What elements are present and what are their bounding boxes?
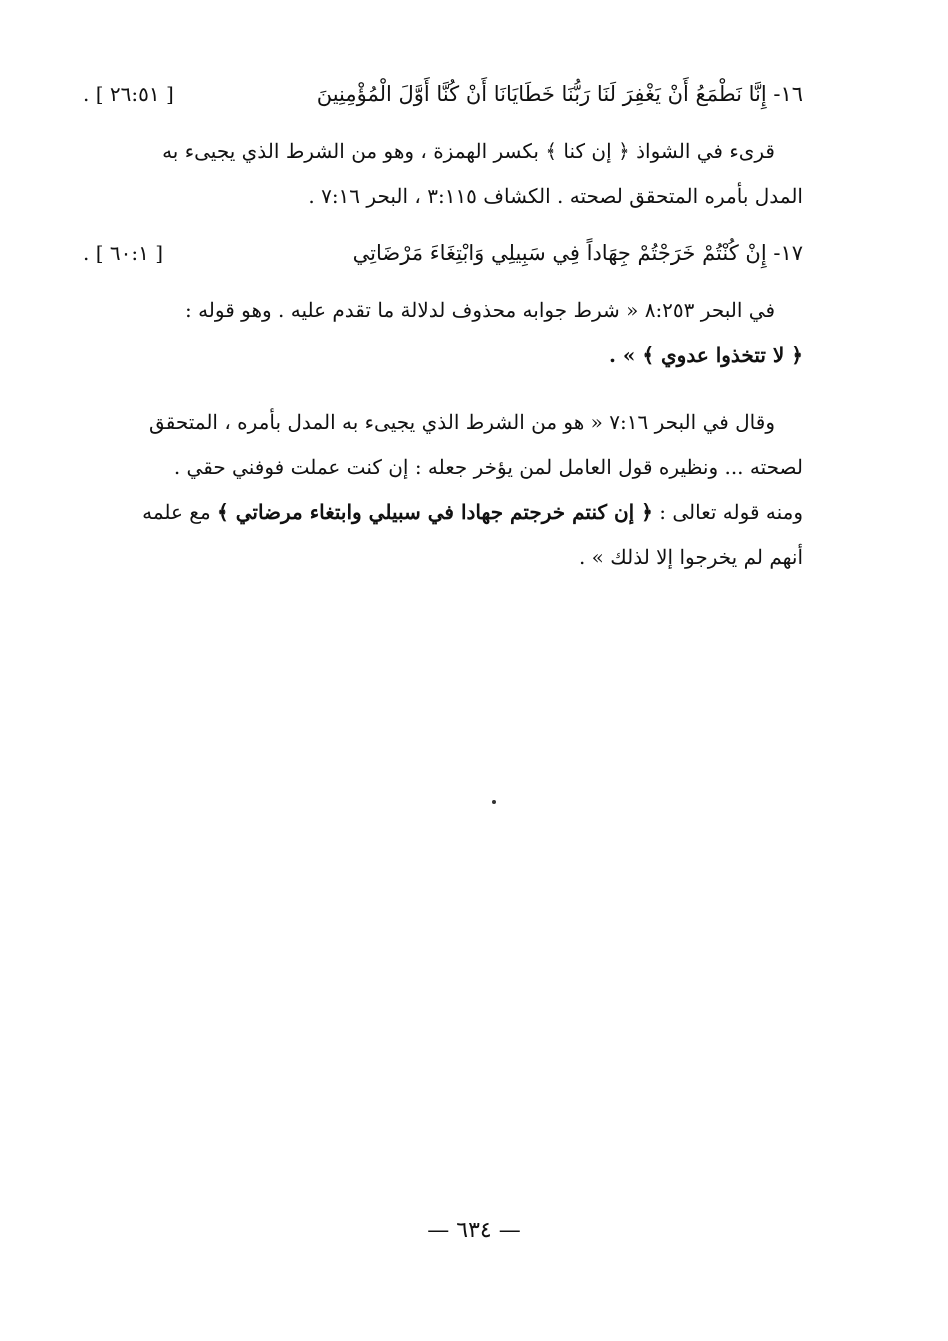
para-3-line-1: وقال في البحر ٧:١٦ « هو من الشرط الذي يجيىء به المدل بأمره ، المتحقق	[149, 410, 775, 434]
para-1-line-1: قرىء في الشواذ ﴿ إن كنا ﴾ بكسر الهمزة ، وهو من الشرط الذي يجيىء به	[162, 139, 775, 163]
para-3-line-3-quote: ﴿ إن كنتم خرجتم جهادا في سبيلي وابتغاء مرضاتي ﴾	[217, 500, 653, 524]
page-body	[83, 72, 803, 580]
page-number-text: — ٦٣٤ —	[427, 1218, 521, 1243]
verse-16-reference: [ ٢٦:٥١ ] .	[83, 82, 174, 106]
para-1-line-2: المدل بأمره المتحقق لصحته . الكشاف ٣:١١٥ ، البحر ٧:١٦ .	[308, 184, 803, 208]
page-number	[0, 1218, 948, 1243]
verse-17-text: ١٧- إِنْ كُنْتُمْ خَرَجْتُمْ جِهَاداً فِي سَبِيلِي وَابْتِغَاءَ مَرْضَاتِي	[352, 241, 803, 265]
verse-16-text: ١٦- إِنَّا نَطْمَعُ أَنْ يَغْفِرَ لَنَا رَبُّنَا خَطَايَانَا أَنْ كُنَّا أَوَّلَ الْمُؤْمِنِينَ	[316, 82, 803, 106]
para-3-line-3-start: ومنه قوله تعالى :	[659, 500, 803, 524]
scan-dot	[492, 800, 496, 804]
verse-17-line	[83, 231, 803, 276]
para-2-line-1: في البحر ٨:٢٥٣ « شرط جوابه محذوف لدلالة ما تقدم عليه . وهو قوله :	[184, 298, 775, 322]
para-2-line-2: ﴿ لا تتخذوا عدوي ﴾ » .	[608, 343, 803, 367]
para-3-line-3-end: مع علمه	[142, 500, 211, 524]
para-3-line-3	[83, 490, 803, 535]
para-3-line-2: لصحته ... ونظيره قول العامل لمن يؤخر جعله : إن كنت عملت فوفني حقي .	[173, 455, 803, 479]
para-3-line-4: أنهم لم يخرجوا إلا لذلك » .	[578, 545, 803, 569]
verse-17-reference: [ ٦٠:١ ] .	[83, 241, 164, 265]
verse-16-line	[83, 72, 803, 117]
